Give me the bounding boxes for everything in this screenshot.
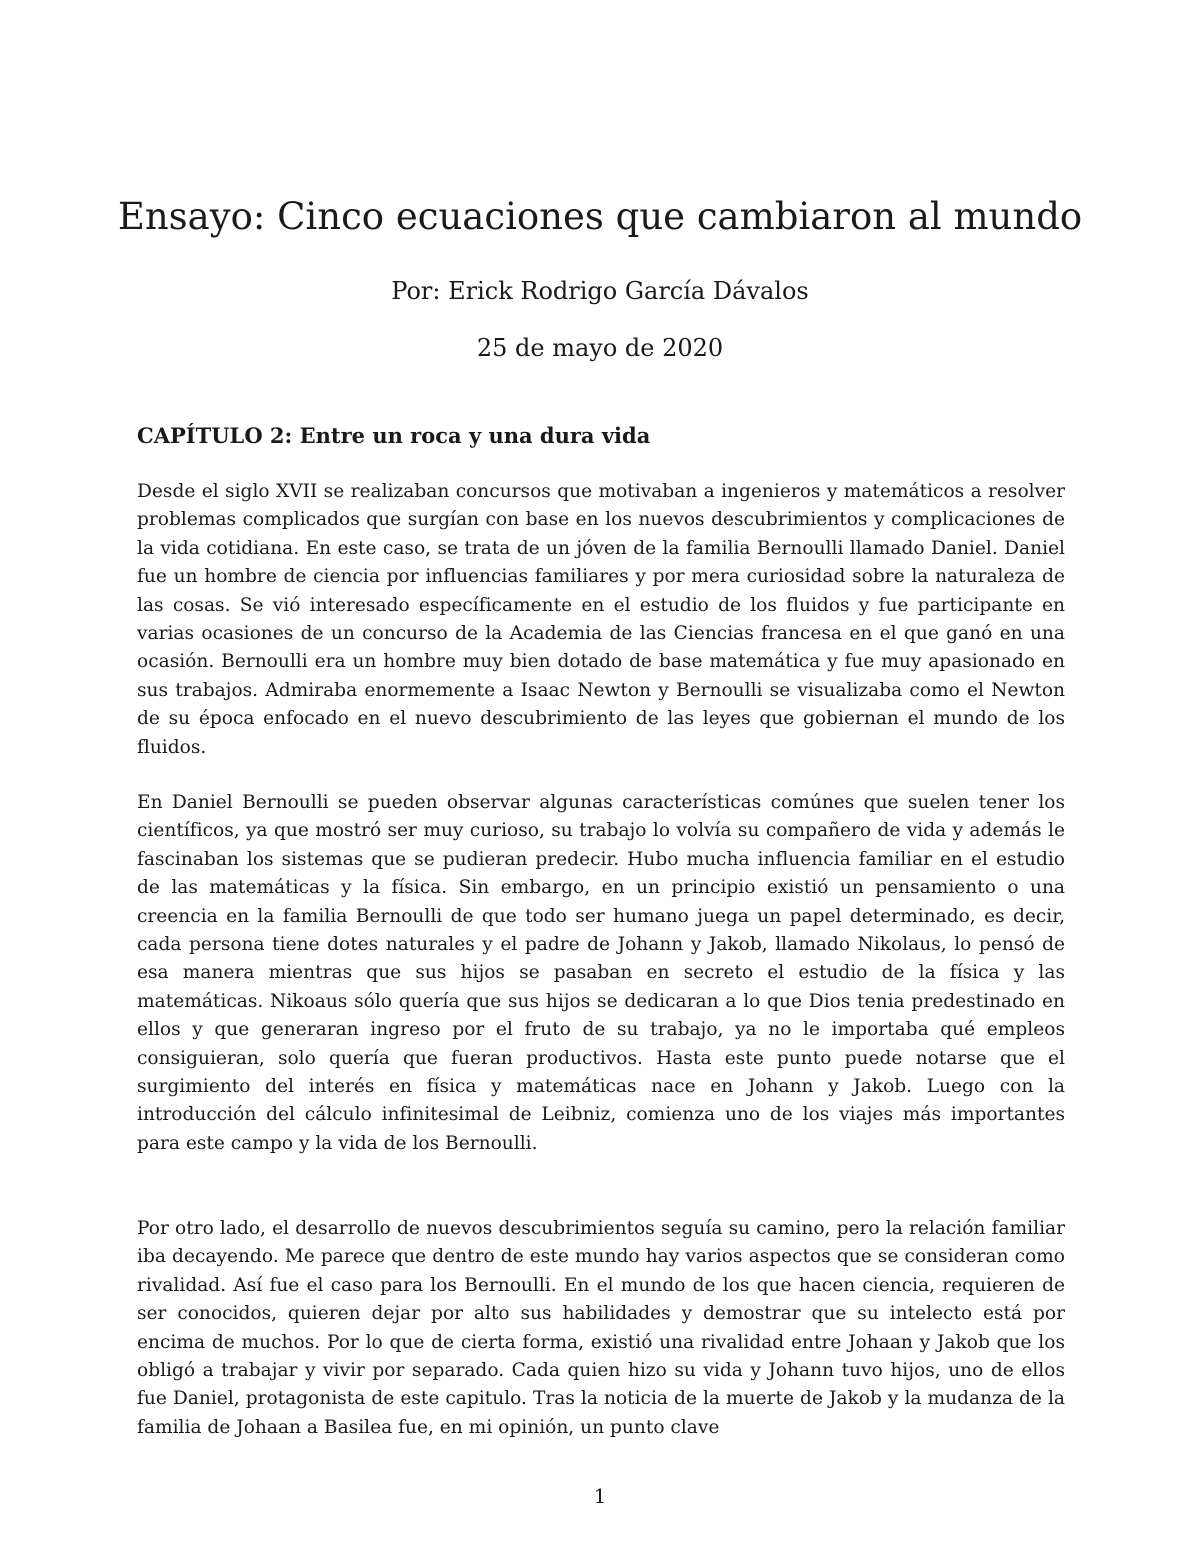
paragraph-3: Por otro lado, el desarrollo de nuevos descubrimientos seguía su camino, pero la relación familiar iba decayendo. Me parece que dentro de este mundo hay varios aspectos que se consideran como rivalidad. Así fue el caso para los Bernoulli. En el mundo de los que hacen ciencia, requieren de ser conocidos, quieren dejar por alto sus habilidades y demostrar que su intelecto está por encima de muchos. Por lo que de cierta forma, existió una rivalidad entre Johaan y Jakob que los obligó a trabajar y vivir por separado. Cada quien hizo su vida y Johann tuvo hijos, uno de ellos fue Daniel, protagonista de este capitulo. Tras la noticia de la muerte de Jakob y la mudanza de la familia de Johaan a Basilea fue, en mi opinión, un punto clave (137, 1218, 1065, 1438)
chapter-heading: CAPÍTULO 2: Entre un roca y una dura vida (137, 423, 651, 448)
document-date: 25 de mayo de 2020 (476, 334, 724, 362)
page-number: 1 (593, 1484, 607, 1508)
document-author: Por: Erick Rodrigo García Dávalos (391, 277, 809, 305)
paragraph-2: En Daniel Bernoulli se pueden observar algunas características comúnes que suelen tener los científicos, ya que mostró ser muy curioso, su trabajo lo volvía su compañero de vida y además le fascinaban los sistemas que se pudieran predecir. Hubo mucha influencia familiar en el estudio de las matemáticas y la física. Sin embargo, en un principio existió un pensamiento o una creencia en la familia Bernoulli de que todo ser humano juega un papel determinado, es decir, cada persona tiene dotes naturales y el padre de Johann y Jakob, llamado Nikolaus, lo pensó de esa manera mientras que sus hijos se pasaban en secreto el estudio de la física y las matemáticas. Nikoaus sólo quería que sus hijos se dedicaran a lo que Dios tenia predestinado en ellos y que generaran ingreso por el fruto de su trabajo, ya no le importaba qué empleos consiguieran, solo quería que fueran productivos. Hasta este punto puede notarse que el surgimiento del interés en física y matemáticas nace en Johann y Jakob. Luego con la introducción del cálculo infinitesimal de Leibniz, comienza uno de los viajes más importantes para este campo y la vida de los Bernoulli. (137, 792, 1065, 1154)
paragraph-1: Desde el siglo XVII se realizaban concursos que motivaban a ingenieros y matemáticos a resolver problemas complicados que surgían con base en los nuevos descubrimientos y complicaciones de la vida cotidiana. En este caso, se trata de un jóven de la familia Bernoulli llamado Daniel. Daniel fue un hombre de ciencia por influencias familiares y por mera curiosidad sobre la naturaleza de las cosas. Se vió interesado específicamente en el estudio de los fluidos y fue participante en varias ocasiones de un concurso de la Academia de las Ciencias francesa en el que ganó en una ocasión. Bernoulli era un hombre muy bien dotado de base matemática y fue muy apasionado en sus trabajos. Admiraba enormemente a Isaac Newton y Bernoulli se visualizaba como el Newton de su época enfocado en el nuevo descubrimiento de las leyes que gobiernan el mundo de los fluidos. (137, 481, 1065, 758)
document-title: Ensayo: Cinco ecuaciones que cambiaron al mundo (117, 195, 1083, 238)
